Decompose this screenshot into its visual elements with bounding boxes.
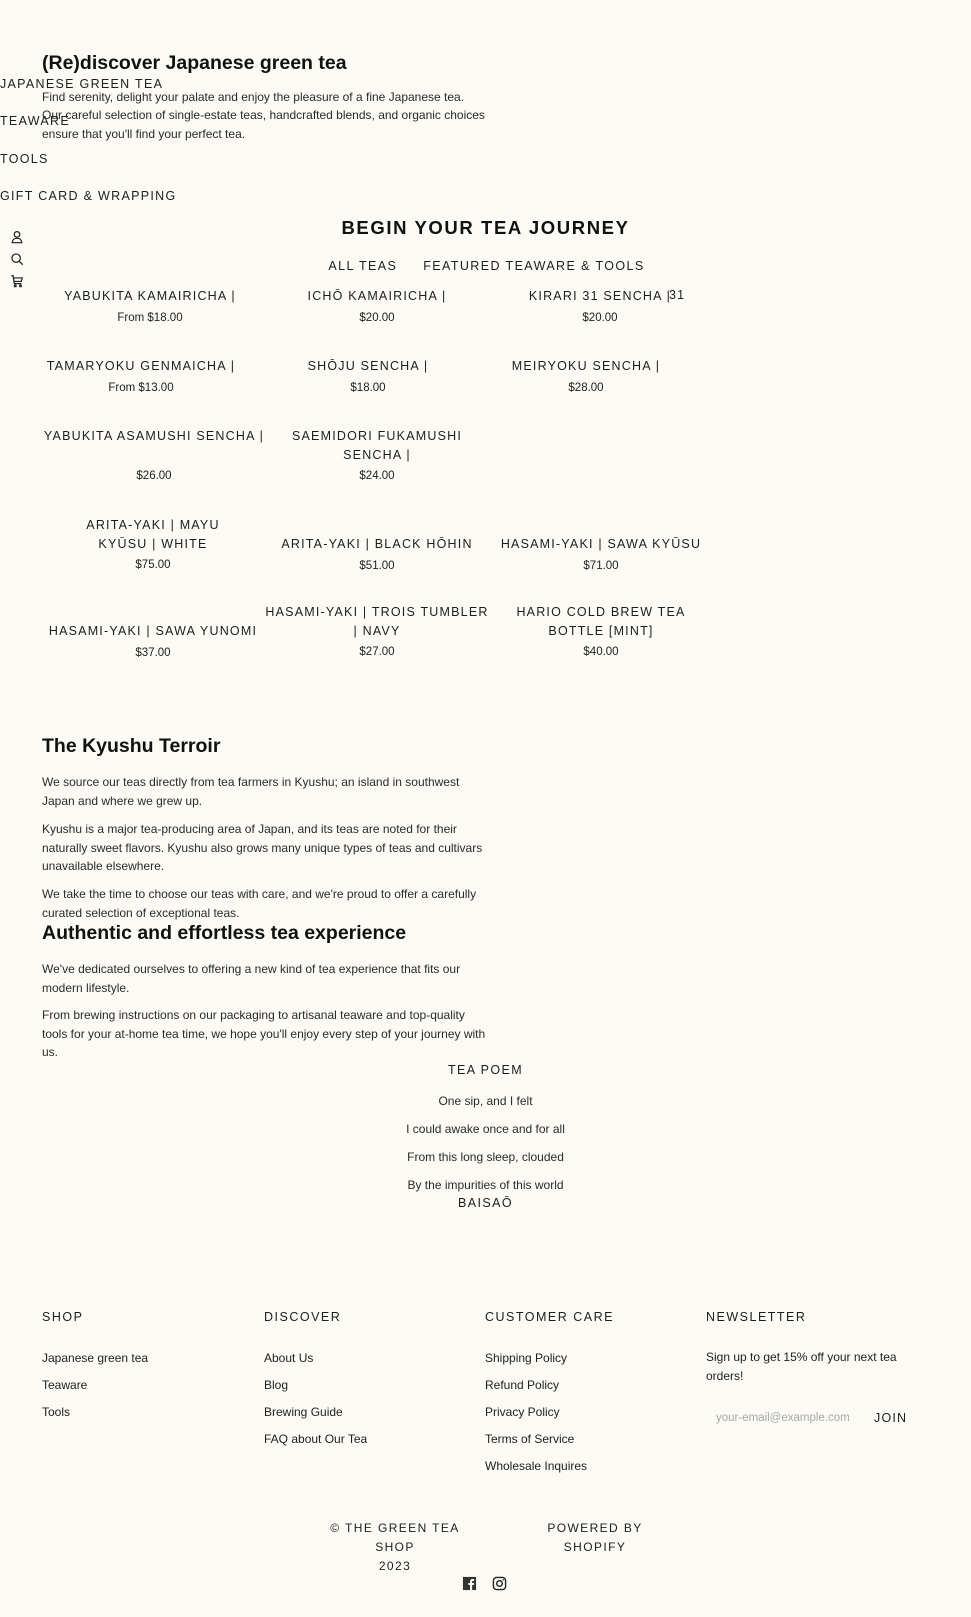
nav-teaware[interactable]: TEAWARE (0, 114, 70, 128)
product-price: $40.00 (583, 646, 619, 659)
product-card[interactable] (474, 357, 698, 394)
product-name[interactable]: HARIO COLD BREW TEA BOTTLE [MINT] (516, 605, 686, 638)
product-name[interactable]: SAEMIDORI FUKAMUSHI SENCHA | (291, 429, 463, 462)
product-name[interactable]: HASAMI-YAKI | SAWA YUNOMI (48, 624, 258, 638)
social-links (462, 1576, 507, 1596)
stray-text: 31 (669, 288, 686, 302)
powered-by-line-1: POWERED BY (547, 1521, 643, 1535)
poem-line: From this long sleep, clouded (407, 1150, 564, 1164)
footer-link-about-us[interactable]: About Us (264, 1351, 314, 1365)
copyright (310, 1519, 480, 1576)
footer-link-refund-policy[interactable]: Refund Policy (485, 1378, 560, 1392)
product-price: $24.00 (359, 470, 395, 483)
product-card[interactable] (264, 427, 490, 482)
hero-text-1: Find serenity, delight your palate and enjoy the pleasure of a fine Japanese tea. (42, 90, 465, 104)
footer-shop-heading: SHOP (42, 1310, 84, 1324)
product-card[interactable] (36, 427, 272, 482)
footer-care-heading: CUSTOMER CARE (485, 1310, 615, 1324)
powered-by-line-2: SHOPIFY (563, 1540, 627, 1554)
footer-link-teaware[interactable]: Teaware (42, 1378, 88, 1392)
powered-by[interactable] (540, 1519, 650, 1557)
copyright-line-1: © THE GREEN TEA SHOP (330, 1521, 460, 1554)
product-price: $37.00 (135, 646, 171, 659)
product-price: From $18.00 (117, 311, 183, 324)
product-price: $27.00 (359, 646, 395, 659)
copyright-line-2: 2023 (378, 1559, 412, 1573)
product-name[interactable]: TAMARYOKU GENMAICHA | (46, 359, 236, 373)
collection-tabs (0, 259, 971, 273)
product-card[interactable] (264, 603, 490, 658)
product-price: $20.00 (582, 311, 618, 324)
footer-link-tools[interactable]: Tools (42, 1405, 71, 1419)
product-name[interactable]: KIRARI 31 SENCHA | (528, 289, 672, 303)
terroir-paragraph: We source our teas directly from tea farmers in Kyushu; an island in southwest Japan and where we grew up. (42, 775, 460, 808)
product-card[interactable] (38, 287, 262, 324)
experience-title: Authentic and effortless tea experience (42, 922, 407, 944)
nav-japanese-green-tea[interactable]: JAPANESE GREEN TEA (0, 77, 164, 91)
poem-line: By the impurities of this world (407, 1178, 564, 1192)
product-name[interactable]: ICHŌ KAMAIRICHA | (307, 289, 447, 303)
product-price: $51.00 (359, 559, 395, 572)
cart-icon[interactable] (9, 273, 25, 289)
poem-line: I could awake once and for all (406, 1122, 565, 1136)
newsletter-join-button[interactable]: JOIN (874, 1411, 908, 1425)
footer-discover-heading: DISCOVER (264, 1310, 342, 1324)
facebook-icon[interactable] (462, 1576, 477, 1596)
experience-paragraph: We've dedicated ourselves to offering a new kind of tea experience that fits our modern lifestyle. (42, 962, 461, 995)
nav-gift-card-wrapping[interactable]: GIFT CARD & WRAPPING (0, 189, 177, 203)
poem-author: BAISAŌ (458, 1196, 513, 1210)
collection-title: BEGIN YOUR TEA JOURNEY (341, 217, 630, 238)
poem-line: One sip, and I felt (438, 1094, 533, 1108)
product-name[interactable]: SHŌJU SENCHA | (307, 359, 429, 373)
product-price: $26.00 (136, 469, 172, 482)
terroir-paragraph: Kyushu is a major tea-producing area of Japan, and its teas are noted for their naturally sweet flavors. Kyushu also grows many unique types of teas and cultivars unavailable elsewhere. (42, 822, 483, 874)
terroir-title: The Kyushu Terroir (42, 735, 221, 757)
footer-link-privacy-policy[interactable]: Privacy Policy (485, 1405, 560, 1419)
product-card[interactable] (40, 516, 266, 571)
newsletter-text: Sign up to get 15% off your next tea orders! (706, 1350, 897, 1383)
product-card[interactable] (256, 357, 480, 394)
experience-paragraph: From brewing instructions on our packaging to artisanal teaware and top-quality tools for your at-home tea time, we hope you'll enjoy every step of your journey with us. (42, 1008, 486, 1060)
terroir-paragraph: We take the time to choose our teas with care, and we're proud to offer a carefully curated selection of exceptional teas. (42, 887, 477, 920)
footer-newsletter-heading: NEWSLETTER (706, 1310, 807, 1324)
footer-link-japanese-green-tea[interactable]: Japanese green tea (42, 1351, 149, 1365)
product-name[interactable]: HASAMI-YAKI | SAWA KYŪSU (500, 537, 702, 551)
product-price: $20.00 (359, 311, 395, 324)
product-name[interactable]: YABUKITA KAMAIRICHA | (64, 289, 236, 303)
footer-link-terms-of-service[interactable]: Terms of Service (485, 1432, 575, 1446)
product-price: $75.00 (135, 559, 171, 572)
product-price: $71.00 (583, 559, 619, 572)
poem-title: TEA POEM (447, 1063, 524, 1077)
product-price: $28.00 (568, 381, 604, 394)
product-name[interactable]: ARITA-YAKI | MAYU KYŪSU | WHITE (86, 518, 220, 551)
product-price: $18.00 (350, 381, 386, 394)
product-card[interactable] (264, 535, 490, 572)
instagram-icon[interactable] (492, 1576, 507, 1596)
newsletter-form (716, 1408, 907, 1428)
footer-link-brewing-guide[interactable]: Brewing Guide (264, 1405, 343, 1419)
hero-text-2: Our careful selection of single-estate teas, handcrafted blends, and organic choices ensure that you'll find your perfect tea. (42, 108, 485, 141)
product-card[interactable] (40, 622, 266, 659)
newsletter-email-input[interactable] (716, 1408, 856, 1428)
hero-title: (Re)discover Japanese green tea (42, 52, 347, 74)
footer-link-blog[interactable]: Blog (264, 1378, 289, 1392)
tab-all-teas[interactable]: ALL TEAS (328, 259, 398, 273)
product-name[interactable]: YABUKITA ASAMUSHI SENCHA | (43, 429, 265, 443)
product-price: From $13.00 (108, 381, 174, 394)
footer-link-faq[interactable]: FAQ about Our Tea (264, 1432, 368, 1446)
product-card[interactable] (488, 603, 714, 658)
product-card[interactable] (265, 287, 489, 324)
tab-featured-teaware-tools[interactable]: FEATURED TEAWARE & TOOLS (423, 259, 645, 273)
nav-tools[interactable]: TOOLS (0, 152, 49, 166)
product-name[interactable]: MEIRYOKU SENCHA | (511, 359, 661, 373)
product-card[interactable] (29, 357, 253, 394)
product-name[interactable]: ARITA-YAKI | BLACK HŌHIN (281, 537, 473, 551)
footer-link-wholesale-inquires[interactable]: Wholesale Inquires (485, 1459, 588, 1473)
product-name[interactable]: HASAMI-YAKI | TROIS TUMBLER | NAVY (265, 605, 489, 638)
product-card[interactable] (488, 535, 714, 572)
footer-link-shipping-policy[interactable]: Shipping Policy (485, 1351, 568, 1365)
